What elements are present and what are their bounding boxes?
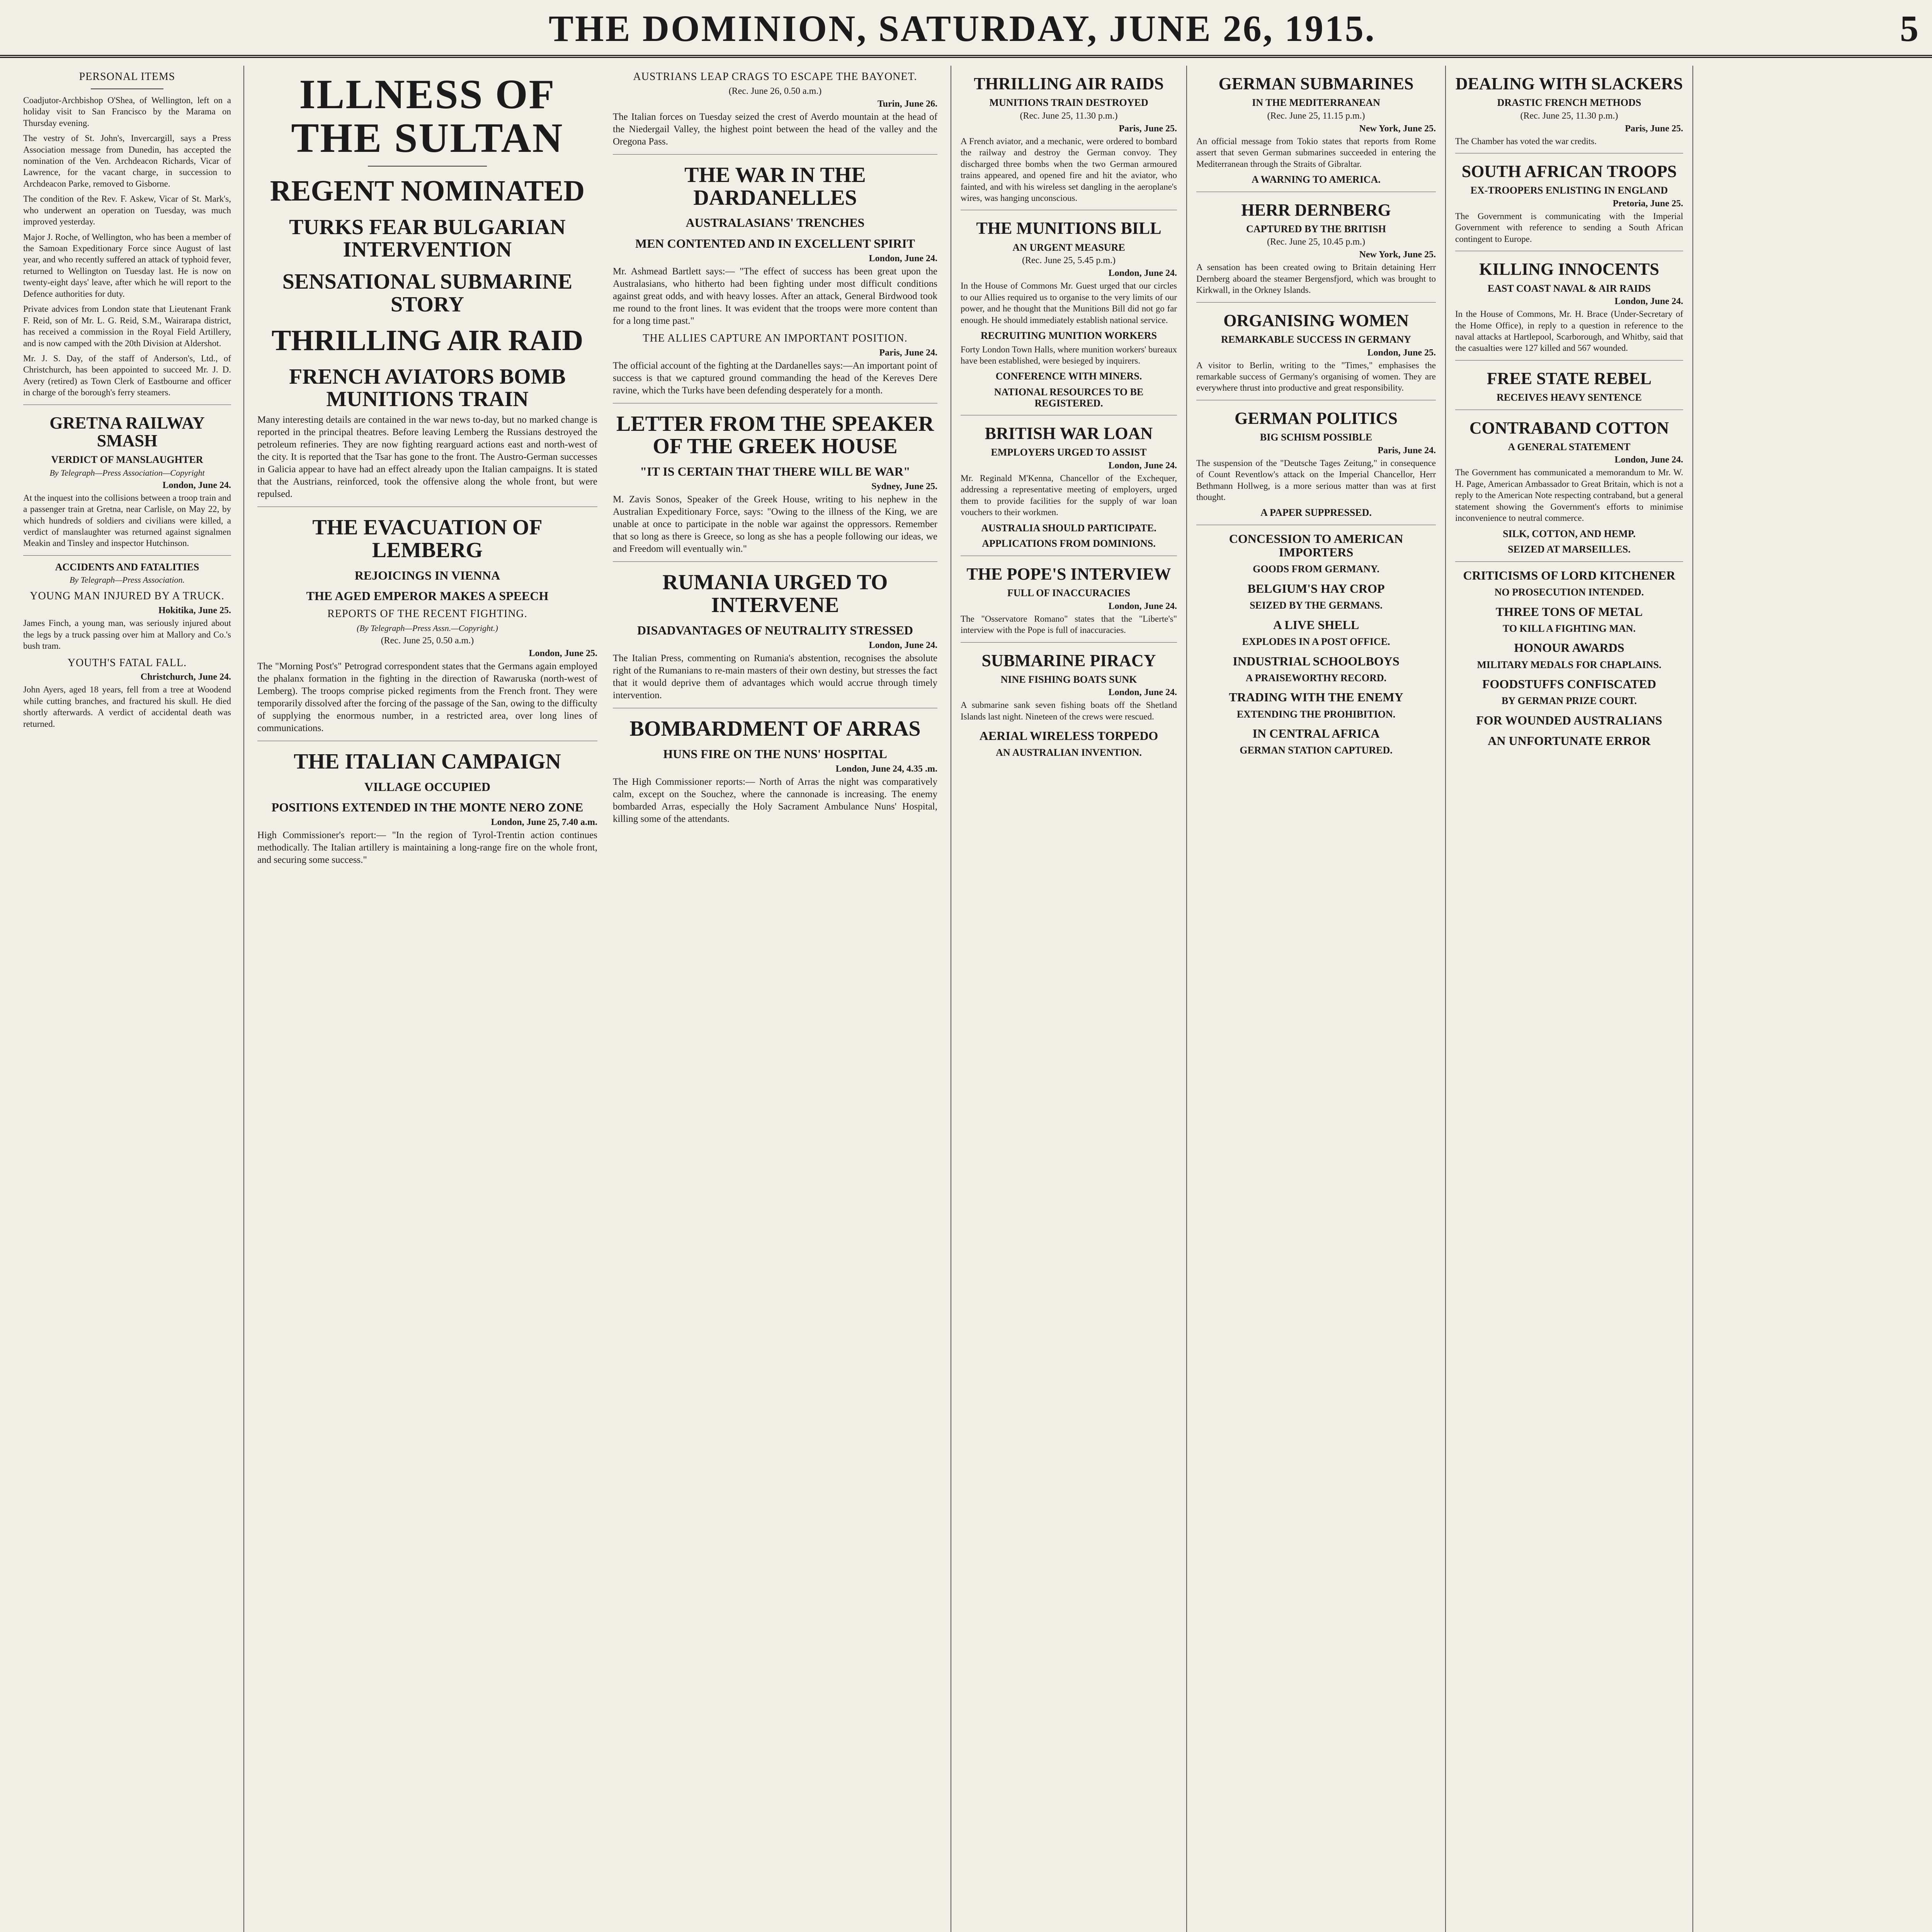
- subheadline: TO KILL A FIGHTING MAN.: [1502, 622, 1636, 634]
- dateline: New York, June 25.: [1359, 123, 1436, 134]
- paragraph: The High Commissioner reports:— North of Arras the night was comparatively calm, except on the Souchez, where the cannonade is increasing. The enemy bombarded Arras, especially the Holy Sacrament Ambulance Nuns' Hospital, killing some of the attendants.: [613, 777, 937, 825]
- paragraph: Coadjutor-Archbishop O'Shea, of Wellington, left on a holiday visit to San Francisco by the Marama on Thursday evening.: [23, 95, 231, 128]
- newspaper-title: THE DOMINION, SATURDAY, JUNE 26, 1915.: [549, 8, 1376, 49]
- item-heading: CONFERENCE WITH MINERS.: [995, 371, 1142, 382]
- received-time: (Rec. June 25, 10.45 p.m.): [1267, 237, 1365, 247]
- paragraph: The "Morning Post's" Petrograd correspondent states that the Germans again employed the phalanx formation in the fighting in the direction of Rawaruska (north-west of Lemberg). The troops comprise picked regiments from the French front. They were temporarily dissolved after the forcing of the passage of the San, owing to the difficulty of supplying the enormous number, in a restricted area, over long lines of communications.: [257, 661, 597, 733]
- item-heading: AUSTRIANS LEAP CRAGS TO ESCAPE THE BAYONET.: [633, 71, 917, 83]
- received-time: (Rec. June 25, 0.50 a.m.): [381, 635, 474, 646]
- dateline: Pretoria, June 25.: [1612, 199, 1683, 209]
- subheadline: MILITARY MEDALS FOR CHAPLAINS.: [1477, 659, 1662, 670]
- item-heading: YOUTH'S FATAL FALL.: [67, 656, 187, 669]
- divider: [91, 88, 163, 89]
- paragraph: The official account of the fighting at the Dardanelles says:—An important point of success is that we captured ground commanding the head of the Kereves Dere ravine, which the Turks have been defending desperately for a month.: [613, 360, 937, 396]
- headline: FOR WOUNDED AUSTRALIANS: [1476, 713, 1662, 727]
- paragraph: Mr. Ashmead Bartlett says:— "The effect of success has been great upon the Australasians, who hitherto had been fighting under most difficult conditions against great odds, and with heavy losses. After an attack, General Birdwood took me round to the front lines. It was evident that the troops were more content than for a long time past.": [613, 266, 937, 326]
- item-heading: THE ALLIES CAPTURE AN IMPORTANT POSITION.: [643, 332, 908, 344]
- subheadline: REJOICINGS IN VIENNA: [354, 568, 500, 582]
- received-time: (Rec. June 25, 11.30 p.m.): [1520, 111, 1618, 121]
- paragraph: Private advices from London state that Lieutenant Frank F. Reid, son of Mr. L. G. Reid, S.M., Wairarapa district, has received a commission in the Royal Field Artillery, and is now camped with the 20th Division at Aldershot.: [23, 304, 231, 348]
- headline: ORGANISING WOMEN: [1223, 311, 1409, 330]
- dateline: London, June 24.: [1108, 601, 1177, 611]
- item-heading: SILK, COTTON, AND HEMP.: [1503, 528, 1636, 539]
- paragraph: In the House of Commons, Mr. H. Brace (Under-Secretary of the Home Office), in reply to a question in reference to the naval attacks at Hartlepool, Scarborough, and Whitby, said that the casualties were 127 killed and 567 wounded.: [1455, 309, 1683, 353]
- subheadline: BIG SCHISM POSSIBLE: [1260, 432, 1372, 443]
- dateline: London, June 24.: [1108, 460, 1177, 471]
- subheadline: EXTENDING THE PROHIBITION.: [1236, 708, 1396, 720]
- headline: THE WAR IN THE DARDANELLES: [684, 163, 866, 210]
- dateline: Paris, June 24.: [1378, 445, 1436, 456]
- subheadline: GERMAN STATION CAPTURED.: [1240, 745, 1393, 756]
- headline: INDUSTRIAL SCHOOLBOYS: [1233, 654, 1400, 668]
- dateline: London, June 24.: [1614, 296, 1683, 307]
- credit-line: (By Telegraph—Press Assn.—Copyright.): [357, 623, 498, 633]
- headline: FREE STATE REBEL: [1486, 369, 1652, 388]
- subheadline: AN URGENT MEASURE: [1012, 242, 1125, 253]
- paragraph: A submarine sank seven fishing boats off the Shetland Islands last night. Nineteen of the crews were rescued.: [961, 700, 1177, 721]
- subheadline: REMARKABLE SUCCESS IN GERMANY: [1221, 333, 1411, 345]
- headline: CRITICISMS OF LORD KITCHENER: [1463, 568, 1675, 582]
- paragraph: Mr. J. S. Day, of the staff of Anderson's, Ltd., of Christchurch, has been appointed to succeed Mr. J. D. Avery (retired) as Town Clerk of Eastbourne and officer in charge of the borough's ferry steamers.: [23, 353, 231, 398]
- headline: THE EVACUATION OF LEMBERG: [312, 515, 543, 562]
- subheadline: IN THE MEDITERRANEAN: [1252, 97, 1380, 109]
- item-heading: AUSTRALIA SHOULD PARTICIPATE.: [981, 522, 1156, 534]
- headline: CONTRABAND COTTON: [1469, 418, 1669, 437]
- subheadline: EMPLOYERS URGED TO ASSIST: [991, 447, 1147, 458]
- dateline: London, June 24.: [1108, 687, 1177, 698]
- dateline: London, June 25.: [529, 648, 597, 658]
- dateline: Hokitika, June 25.: [158, 605, 231, 616]
- paragraph: A French aviator, and a mechanic, were ordered to bombard the railway and destroy the German convoy. They discharged three bombs when the two German armoured trains appeared, and opened fire and hit the aviator, who fainted, and with his wireless set dangling in the aeroplane's wires, was hanging unconscious.: [961, 136, 1177, 203]
- subheadline: EAST COAST NAVAL & AIR RAIDS: [1487, 282, 1651, 294]
- headline: FRENCH AVIATORS BOMB MUNITIONS TRAIN: [289, 364, 566, 412]
- credit-line: By Telegraph—Press Association.: [69, 575, 185, 585]
- paragraph: The Government is communicating with the Imperial Government with reference to sending a South African contingent to Europe.: [1455, 211, 1683, 244]
- paragraph: The Government has communicated a memorandum to Mr. W. H. Page, American Ambassador to Great Britain, which is not a reply to the American Note respecting contraband, but a general statement showing the Government's efforts to minimise inconvenience to neutral commerce.: [1455, 468, 1683, 523]
- paragraph: Many interesting details are contained in the war news to-day, but no marked change is reported in the principal theatres. Before leaving Lemberg the Russians destroyed the petroleum refineries. They are now fighting rearguard actions east and north-west of the city. It is reported that the Tsar has gone to the front. The Austro-German successes in Galicia appear to have had an effect already upon the Italian campaigns. It is stated that the Austrians, reinforced, took the offensive along the whole front, but were repulsed.: [257, 415, 597, 500]
- paragraph: Forty London Town Halls, where munition workers' bureaux have been established, were besieged by inquirers.: [961, 344, 1177, 366]
- paragraph: John Ayers, aged 18 years, fell from a tree at Woodend while cutting branches, and fractured his skull. He died shortly afterwards. A verdict of accidental death was returned.: [23, 685, 231, 729]
- headline: IN CENTRAL AFRICA: [1252, 726, 1380, 741]
- item-heading: RECRUITING MUNITION WORKERS: [980, 330, 1157, 341]
- dardanelles-block: [613, 66, 937, 870]
- subheadline: GOODS FROM GERMANY.: [1253, 563, 1379, 575]
- headline: LETTER FROM THE SPEAKER OF THE GREEK HOUSE: [616, 412, 934, 459]
- credit-line: By Telegraph—Press Association—Copyright: [49, 468, 205, 478]
- headline: CONCESSION TO AMERICAN IMPORTERS: [1229, 532, 1403, 560]
- subheadline: HUNS FIRE ON THE NUNS' HOSPITAL: [663, 747, 887, 761]
- headline: KILLING INNOCENTS: [1479, 260, 1659, 279]
- divider: [961, 642, 1177, 643]
- section-heading: ACCIDENTS AND FATALITIES: [55, 561, 199, 573]
- dateline: London, June 24.: [869, 640, 937, 651]
- item-heading: YOUNG MAN INJURED BY A TRUCK.: [30, 590, 224, 602]
- paragraph: A visitor to Berlin, writing to the "Times," emphasises the remarkable success of Germany's organising of women. They are everywhere thrust into productive and great responsibility.: [1196, 360, 1436, 393]
- subheadline: VERDICT OF MANSLAUGHTER: [51, 454, 203, 466]
- subheadline: POSITIONS EXTENDED IN THE MONTE NERO ZONE: [271, 800, 583, 814]
- headline: RUMANIA URGED TO INTERVENE: [662, 570, 888, 617]
- subheadline: EX-TROOPERS ENLISTING IN ENGLAND: [1470, 185, 1668, 196]
- headline: TRADING WITH THE ENEMY: [1229, 690, 1403, 704]
- sultan-block: [257, 66, 597, 870]
- dateline: London, June 24, 4.35 .m.: [835, 764, 937, 774]
- received-time: (Rec. June 25, 11.30 p.m.): [1020, 111, 1118, 121]
- column-war-news: [243, 66, 951, 1932]
- divider: [368, 166, 487, 167]
- headline: THE POPE'S INTERVIEW: [966, 564, 1171, 583]
- subheadline: FULL OF INACCURACIES: [1007, 587, 1131, 599]
- headline: GERMAN POLITICS: [1235, 408, 1398, 428]
- subheadline: EXPLODES IN A POST OFFICE.: [1242, 636, 1390, 647]
- subheadline: THE AGED EMPEROR MAKES A SPEECH: [306, 588, 549, 603]
- dateline: Paris, June 25.: [1119, 123, 1177, 134]
- dateline: London, June 24.: [162, 480, 231, 490]
- paragraph: The Chamber has voted the war credits.: [1455, 136, 1597, 146]
- item-heading: NATIONAL RESOURCES TO BE REGISTERED.: [994, 386, 1144, 409]
- subheadline: AN AUSTRALIAN INVENTION.: [996, 747, 1142, 759]
- item-heading: REPORTS OF THE RECENT FIGHTING.: [327, 608, 527, 620]
- dateline: Turin, June 26.: [877, 99, 937, 109]
- paragraph: Major J. Roche, of Wellington, who has been a member of the Samoan Expeditionary Force since August of last year, and who recently suffered an attack of typhoid fever, returned to Wellington on Tuesday last. He is now on twenty-eight days' leave, after which he will report to the Defence authorities for duty.: [23, 232, 231, 299]
- paragraph: Mr. Reginald M'Kenna, Chancellor of the Exchequer, addressing a representative meeting of employers, urged them to provide facilities for the supply of war loan vouchers to their workmen.: [961, 473, 1177, 517]
- headline: A LIVE SHELL: [1273, 617, 1359, 632]
- paragraph: The vestry of St. John's, Invercargill, says a Press Association message from Dunedin, has accepted the nomination of the Ven. Archdeacon Richards, Vicar of Lawrence, for the vacant charge, in succession to Archdeacon Parke, removed to Gisborne.: [23, 133, 231, 189]
- dateline: London, June 24.: [1614, 455, 1683, 465]
- received-time: (Rec. June 26, 0.50 a.m.): [728, 86, 822, 96]
- column-air-raids: [951, 66, 1186, 1932]
- headline: THREE TONS OF METAL: [1495, 604, 1643, 619]
- paragraph: James Finch, a young man, was seriously injured about the legs by a truck passing over him at Mallory and Co.'s bush tram.: [23, 618, 231, 651]
- divider: [613, 154, 937, 155]
- dateline: London, June 25, 7.40 a.m.: [491, 817, 597, 828]
- headline: AERIAL WIRELESS TORPEDO: [979, 729, 1158, 743]
- subheadline: A PRAISEWORTHY RECORD.: [1245, 672, 1387, 684]
- dateline: Sydney, June 25.: [871, 481, 937, 492]
- divider: [613, 561, 937, 562]
- subheadline: SEIZED BY THE GERMANS.: [1250, 600, 1383, 611]
- headline: REGENT NOMINATED: [270, 174, 585, 207]
- subheadline: VILLAGE OCCUPIED: [364, 779, 491, 794]
- headline: DEALING WITH SLACKERS: [1455, 74, 1683, 93]
- headline: GERMAN SUBMARINES: [1218, 74, 1414, 93]
- subheadline: "IT IS CERTAIN THAT THERE WILL BE WAR": [640, 464, 910, 479]
- headline: AN UNFORTUNATE ERROR: [1488, 734, 1651, 748]
- headline: GRETNA RAILWAY SMASH: [49, 413, 205, 450]
- headline: THE MUNITIONS BILL: [976, 219, 1162, 238]
- subheadline: NINE FISHING BOATS SUNK: [1000, 673, 1137, 685]
- subheadline: BY GERMAN PRIZE COURT.: [1501, 695, 1637, 707]
- item-heading: A WARNING TO AMERICA.: [1252, 174, 1381, 185]
- item-heading: SEIZED AT MARSEILLES.: [1508, 544, 1631, 555]
- headline: TURKS FEAR BULGARIAN INTERVENTION: [289, 215, 566, 262]
- headline: SUBMARINE PIRACY: [981, 651, 1156, 670]
- dateline: London, June 24.: [869, 253, 937, 264]
- main-headline: ILLNESS OF THE SULTAN: [291, 71, 564, 162]
- headline: HONOUR AWARDS: [1514, 641, 1624, 655]
- headline: SOUTH AFRICAN TROOPS: [1461, 162, 1677, 181]
- subheadline: A GENERAL STATEMENT: [1508, 441, 1631, 452]
- headline: BOMBARDMENT OF ARRAS: [629, 717, 921, 741]
- subheadline: DRASTIC FRENCH METHODS: [1497, 97, 1641, 109]
- paragraph: M. Zavis Sonos, Speaker of the Greek House, writing to his nephew in the Australian Expeditionary Force, says: "Owing to the illness of the King, we are unable at once to participate in the noble war against the oppressors. Remember that so long as there is Greece, so long as she has a people following our ideas, we and Freedom will eventually win.": [613, 494, 937, 554]
- column-personal-items: [23, 66, 240, 1932]
- subheadline: NO PROSECUTION INTENDED.: [1494, 586, 1644, 598]
- subheadline: AUSTRALASIANS' TRENCHES: [685, 216, 865, 230]
- item-heading: A PAPER SUPPRESSED.: [1260, 507, 1372, 519]
- divider: [1196, 302, 1436, 303]
- paragraph: An official message from Tokio states that reports from Rome assert that seven German submarines succeeded in entering the Mediterranean through the Straits of Gibraltar.: [1196, 136, 1436, 169]
- personal-items-heading: PERSONAL ITEMS: [79, 71, 175, 83]
- dateline: London, June 24.: [1108, 268, 1177, 279]
- headline: BRITISH WAR LOAN: [985, 424, 1153, 443]
- paragraph: The Italian Press, commenting on Rumania's abstention, recognises the absolute right of the Rumanians to re-main masters of their own destiny, but stresses the fact that it would deprive them of advantages which would accrue through timely intervention.: [613, 653, 937, 701]
- column-edge: [1692, 66, 1932, 1932]
- paragraph: A sensation has been created owing to Britain detaining Herr Dernberg aboard the steamer Bergensfjord, which was brought to Kirkwall, in the Orkney Islands.: [1196, 262, 1436, 295]
- dateline: Christchurch, June 24.: [140, 672, 231, 682]
- dateline: New York, June 25.: [1359, 250, 1436, 260]
- divider: [23, 555, 231, 556]
- headline: HERR DERNBERG: [1241, 200, 1391, 219]
- paragraph: At the inquest into the collisions between a troop train and a passenger train at Gretna, near Carlisle, on May 22, by which hundreds of soldiers and civilians were killed, a verdict of manslaughter was returned against signalmen Meakin and Tinsley and inspector Hutchinson.: [23, 493, 231, 548]
- dateline: Paris, June 25.: [1625, 123, 1683, 134]
- column-slackers: [1445, 66, 1692, 1932]
- divider: [1455, 360, 1683, 361]
- paragraph: In the House of Commons Mr. Guest urged that our circles to our Allies required us to organise to the very limits of our power, and he thought that the Munitions Bill did not go far enough. He should immediately establish national service.: [961, 281, 1177, 325]
- headline: BELGIUM'S HAY CROP: [1247, 581, 1385, 595]
- subheadline: RECEIVES HEAVY SENTENCE: [1497, 392, 1642, 403]
- divider: [1455, 561, 1683, 562]
- subheadline: DISADVANTAGES OF NEUTRALITY STRESSED: [637, 623, 913, 637]
- headline: THE ITALIAN CAMPAIGN: [294, 749, 561, 774]
- headline: THRILLING AIR RAID: [271, 324, 583, 357]
- received-time: (Rec. June 25, 11.15 p.m.): [1267, 111, 1365, 121]
- top-section: [257, 66, 937, 870]
- item-heading: APPLICATIONS FROM DOMINIONS.: [982, 538, 1156, 549]
- paragraph: The Italian forces on Tuesday seized the crest of Averdo mountain at the head of the Niedergail Valley, the highest point between the head of the valley and the Oregona Pass.: [613, 111, 937, 147]
- subheadline: MEN CONTENTED AND IN EXCELLENT SPIRIT: [635, 236, 915, 250]
- paragraph: The condition of the Rev. F. Askew, Vicar of St. Mark's, who underwent an operation on Tuesday, was much improved yesterday.: [23, 194, 231, 227]
- dateline: Paris, June 24.: [879, 347, 937, 358]
- paragraph: The suspension of the "Deutsche Tages Zeitung," in consequence of Count Reventlow's attack on the Imperial Chancellor, Herr Bethmann Hollweg, is a more serious matter than was at first thought.: [1196, 458, 1436, 502]
- subheadline: MUNITIONS TRAIN DESTROYED: [989, 97, 1148, 109]
- headline: FOODSTUFFS CONFISCATED: [1482, 677, 1656, 691]
- masthead: [0, 0, 1932, 58]
- received-time: (Rec. June 25, 5.45 p.m.): [1022, 255, 1116, 266]
- headline: SENSATIONAL SUBMARINE STORY: [282, 270, 573, 316]
- paragraph: The "Osservatore Romano" states that the "Liberte's" interview with the Pope is full of inaccuracies.: [961, 614, 1177, 635]
- page-number: 5: [1900, 8, 1918, 49]
- paragraph: High Commissioner's report:— "In the region of Tyrol-Trentin action continues methodically. The Italian artillery is maintaining a long-range fire on the whole front, and securing some success.": [257, 830, 597, 866]
- column-german-news: [1186, 66, 1445, 1932]
- headline: THRILLING AIR RAIDS: [974, 74, 1164, 93]
- subheadline: CAPTURED BY THE BRITISH: [1246, 223, 1386, 235]
- dateline: London, June 25.: [1367, 347, 1436, 358]
